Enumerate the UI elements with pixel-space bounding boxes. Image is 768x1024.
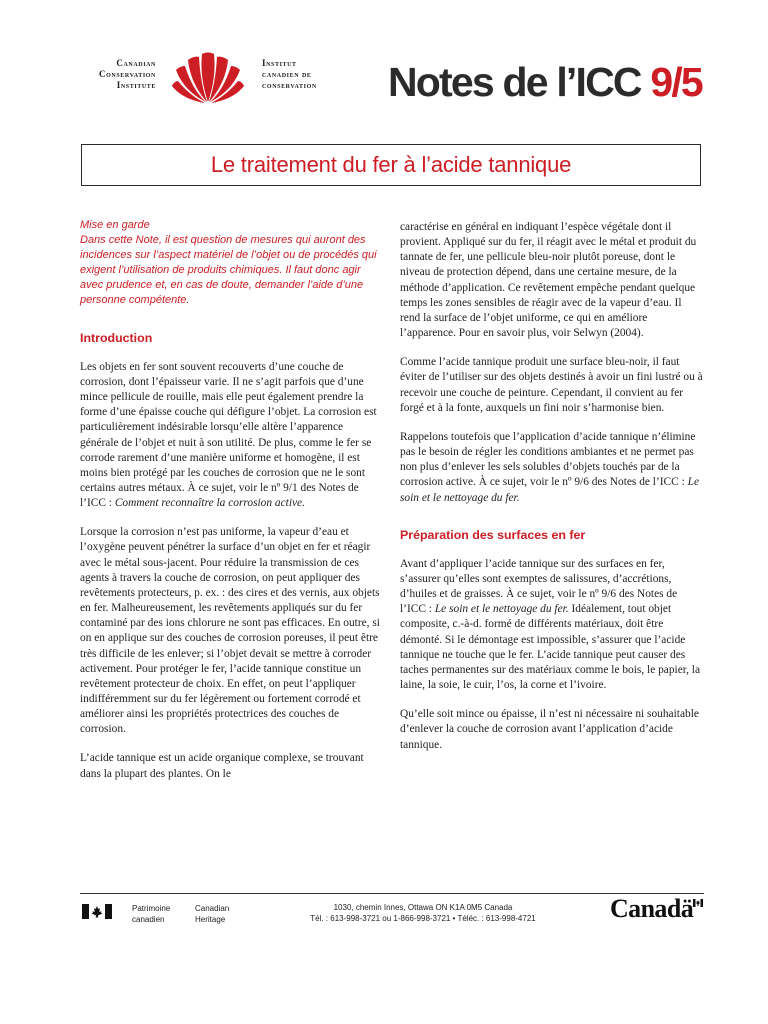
reference-link: Le soin et le nettoyage du fer. xyxy=(434,603,569,616)
document-title-box xyxy=(81,144,701,186)
canada-flag-icon xyxy=(82,904,112,919)
footer-phone: Tél. : 613-998-3721 ou 1-866-998-3721 • Téléc. : 613-998-4721 xyxy=(310,914,536,923)
warning-text: Dans cette Note, il est question de mesures qui auront des incidences sur l’aspect matériel de l’objet ou de procédés qui exigent l’utilisation de produits chimiques. Il faut donc agir avec prudence et, en cas de doute, demander l’aide d’une personne compétente. xyxy=(80,234,377,307)
org-en-line: Conservation xyxy=(99,69,156,79)
warning-title: Mise en garde xyxy=(80,219,150,231)
paragraph-text: Rappelons toutefois que l’application d’acide tannique n’élimine pas le besoin de régler les conditions ambiantes et ne permet pas non plus d’enlever les sels solubles d’objets touchés par de la corrosion active. À ce sujet, voir le nº 9/6 des Notes de l’ICC : xyxy=(400,430,696,489)
footer-dept-line: Canadian xyxy=(195,904,230,913)
section-heading-preparation: Préparation des surfaces en fer xyxy=(400,527,586,542)
page-header xyxy=(0,0,768,120)
footer-dept-line: Heritage xyxy=(195,915,226,924)
paragraph-text: Les objets en fer sont souvent recouverts d’une couche de corrosion, dont l’épaisseur varie. Il ne s’agit parfois que d’une mince pellicule de rouille, mais elle peut également prendre la forme d’une épaisse couche qui défigure l’objet. La corrosion est particulièrement indésirable lorsqu’elle altère l’apparence générale de l’objet et nuit à son utilité. De plus, comme le fer se corrode rarement d’une manière uniforme et homogène, il est moins bien protégé par les couches de corrosion que ne le sont certains autres métaux. À ce sujet, voir le nº 9/1 des Notes de l’ICC : xyxy=(80,360,377,510)
footer-dept-line: Patrimoine xyxy=(132,904,171,913)
org-en-line: Institute xyxy=(116,80,156,90)
wordmark-flag-icon xyxy=(693,899,703,907)
warning-box xyxy=(80,218,384,309)
org-en-line: Canadian xyxy=(116,58,156,68)
paragraph xyxy=(400,557,704,693)
org-name-fr xyxy=(262,58,317,91)
footer-contact xyxy=(273,894,573,924)
footer-dept-en xyxy=(195,903,229,925)
org-name-en xyxy=(80,58,156,91)
paragraph: L’acide tannique est un acide organique complexe, se trouvant dans la plupart des plantes. On le xyxy=(80,752,364,780)
canada-wordmark: Canadä xyxy=(610,894,694,923)
series-number: 9/5 xyxy=(650,59,702,105)
footer-dept-fr xyxy=(132,903,170,925)
paragraph: Qu’elle soit mince ou épaisse, il n’est ni nécessaire ni souhaitable d’enlever la couche de corrosion avant l’application d’acide tannique. xyxy=(400,708,699,751)
series-title xyxy=(388,58,702,106)
paragraph: Comme l’acide tannique produit une surface bleu-noir, il faut éviter de l’utiliser sur des objets destinés à avoir un fini lustré ou à recevoir une couche de peinture. Cependant, il convient au fer forgé et à la fonte, auxquels un fini noir s’harmonise bien. xyxy=(400,356,703,414)
paragraph: Lorsque la corrosion n’est pas uniforme, la vapeur d’eau et l’oxygène peuvent pénétrer la surface d’un objet en fer et réagir avec le métal sous-jacent. Pour réduire la transmission de ces agents à travers la couche de corrosion, on peut appliquer des revêtements protecteurs, p. ex. : des cires et des vernis, aux objets en fer. Malheureusement, les revêtements appliqués sur du fer contaminé par des ions chlorure ne sont pas efficaces. En outre, si on en applique sur des couches de corrosion poreuses, il peut être très difficile de les enlever; si l’objet devait se mettre à corroder activement. Pour protéger le fer, l’acide tannique constitue un revêtement protecteur de choix. En effet, on peut l’appliquer indifféremment sur du fer légèrement ou fortement corrodé et améliorer ainsi les propriétés protectrices des couches de corrosion. xyxy=(80,526,380,736)
paragraph-text: Idéalement, tout objet composite, c.-à-d. formé de différents matériaux, doit être démonté. Si le démontage est impossible, s’assurer que l’acide tannique ne touche que le fer. L’acide tannique peut causer des taches permanentes sur des matériaux comme le bois, le papier, la laine, la soie, le cuir, l’os, la corne et l’ivoire. xyxy=(400,603,701,692)
paragraph xyxy=(80,360,384,512)
reference-link: Comment reconnaître la corrosion active. xyxy=(114,497,305,510)
org-fr-line: conservation xyxy=(262,80,317,90)
series-prefix: Notes de l’ICC xyxy=(388,59,651,105)
org-fr-line: Institut xyxy=(262,58,297,68)
document-title: Le traitement du fer à l’acide tannique xyxy=(210,152,572,177)
cci-logo-icon xyxy=(170,50,246,104)
left-column xyxy=(80,218,384,782)
right-column xyxy=(400,220,704,753)
paragraph xyxy=(400,430,704,506)
paragraph: caractérise en général en indiquant l’espèce végétale dont il provient. Appliqué sur du fer, il réagit avec le métal et produit du tannate de fer, une pellicule bleu-noir plutôt poreuse, dont le niveau de protection dépend, dans une certaine mesure, de la méthode d’application. Ce revêtement empêche pendant quelque temps les zones sensibles de réagir avec de la vapeur d’eau. Il rend la surface de l’objet uniforme, ce qui en améliore l’apparence. Pour en savoir plus, voir Selwyn (2004). xyxy=(400,221,697,340)
reference-link: Le soin et le nettoyage du fer. xyxy=(400,476,700,504)
org-fr-line: canadien de xyxy=(262,69,312,79)
section-heading-introduction: Introduction xyxy=(80,330,153,345)
footer-address: 1030, chemin Innes, Ottawa ON K1A 0M5 Canada xyxy=(333,903,513,912)
paragraph-text: Avant d’appliquer l’acide tannique sur des surfaces en fer, s’assurer qu’elles sont exemptes de salissures, d’accrétions, d’huiles et de graisses. À ce sujet, voir le nº 9/6 des Notes de l’ICC : xyxy=(400,557,678,616)
footer-dept-line: canadien xyxy=(132,915,165,924)
